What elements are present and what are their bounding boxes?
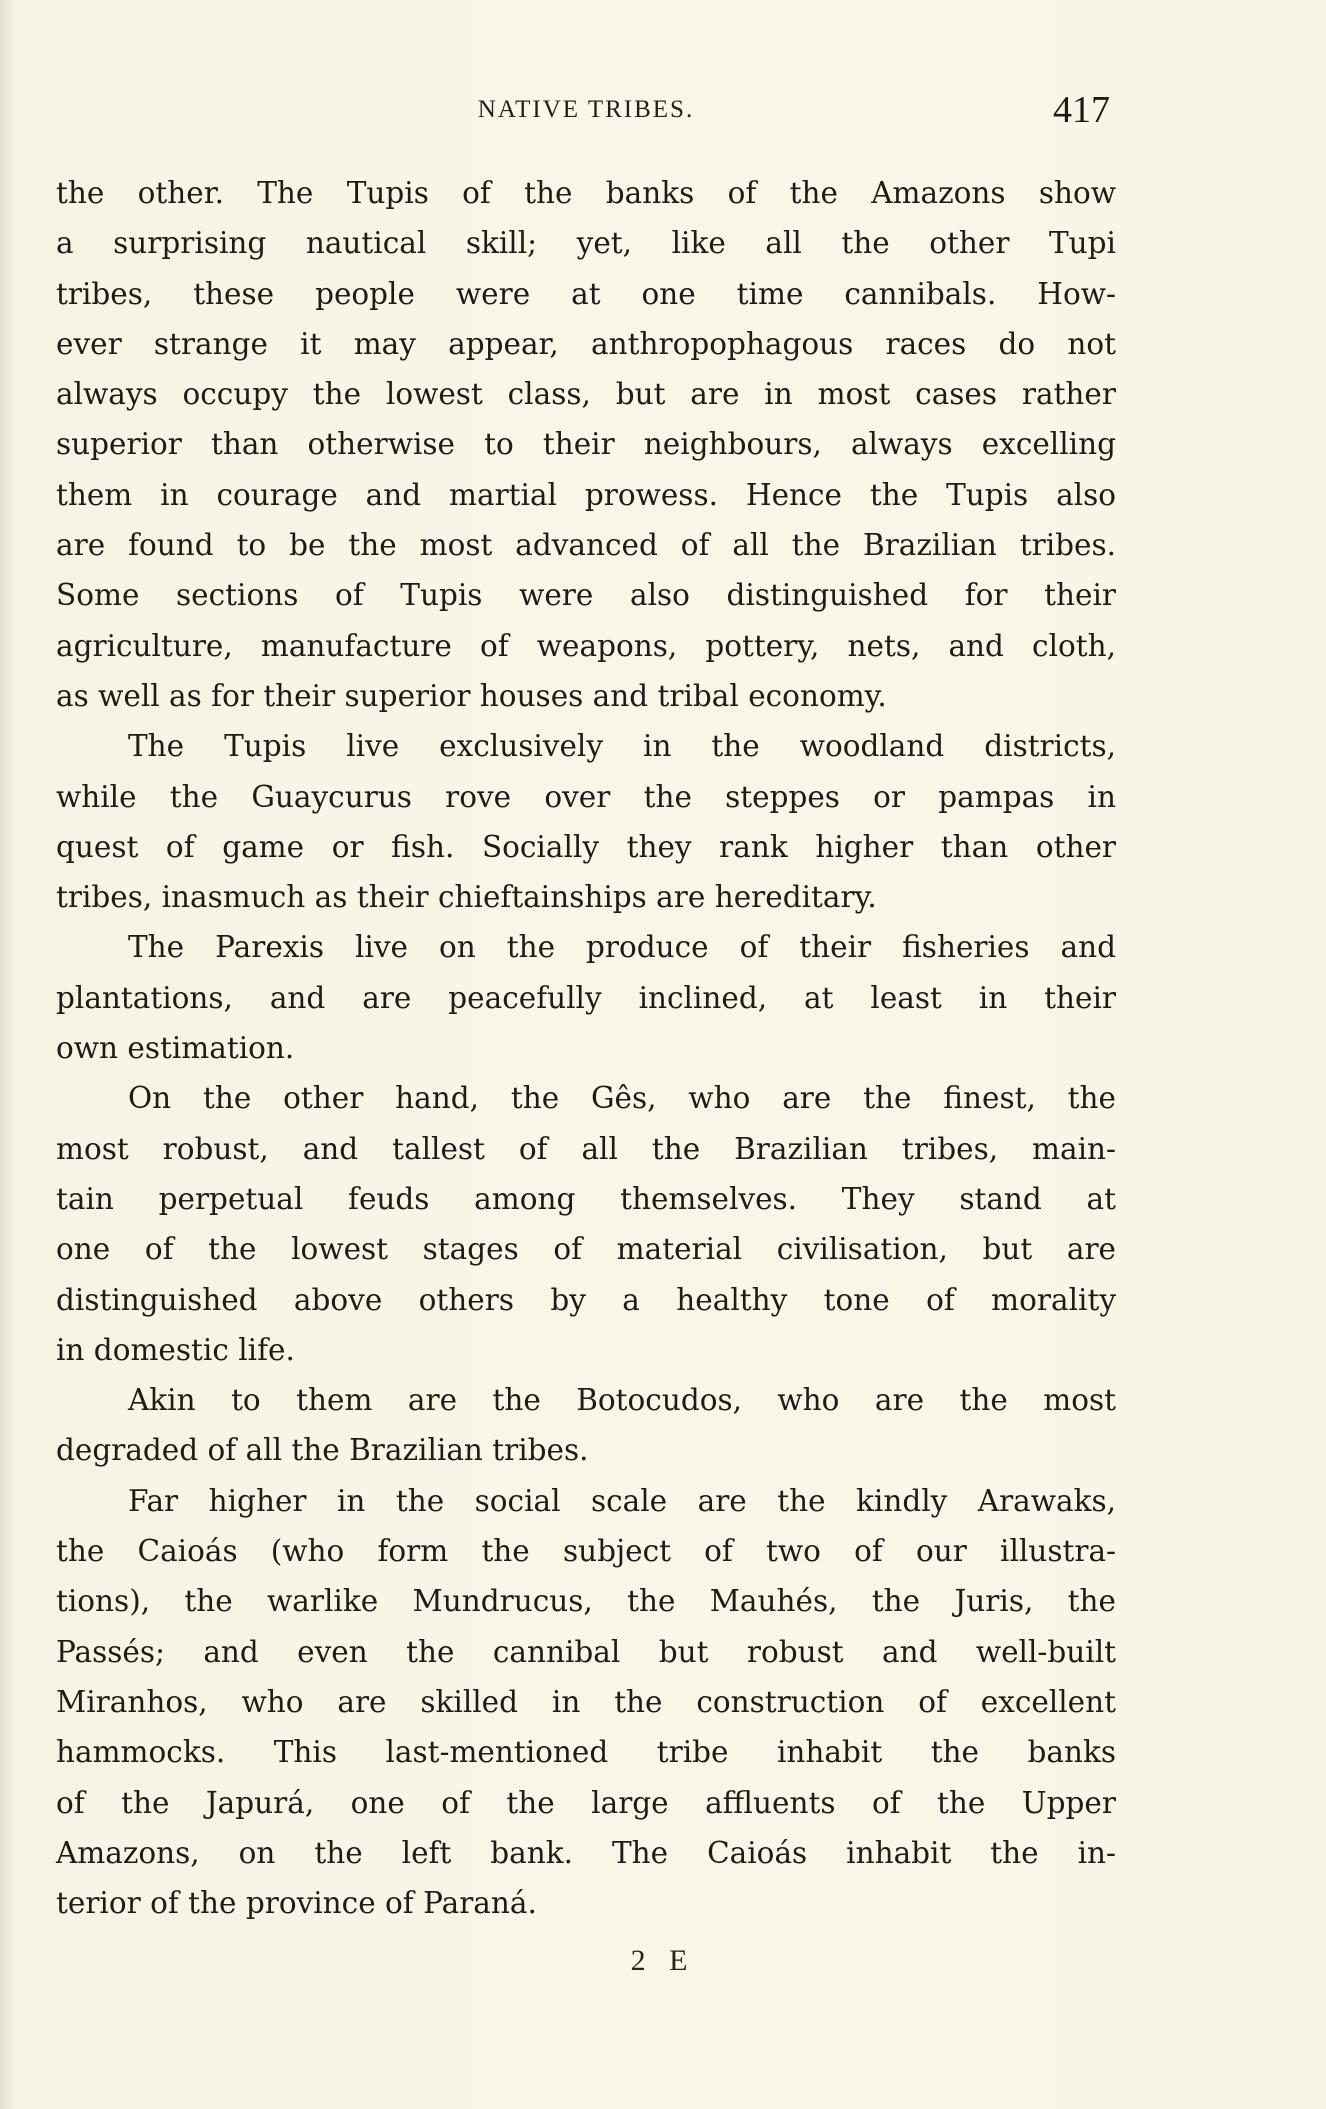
page-number: 417 bbox=[1053, 89, 1110, 131]
text-line: the Caioás (who form the subject of two of our illustra- bbox=[56, 1534, 1116, 1569]
running-head bbox=[56, 88, 1116, 138]
signature-mark: 2 E bbox=[630, 1944, 696, 1977]
text-line: tribes, inasmuch as their chieftainships are hereditary. bbox=[56, 880, 877, 915]
text-line: one of the lowest stages of material civilisation, but are bbox=[56, 1232, 1116, 1267]
paragraph-first-line: On the other hand, the Gês, who are the finest, the bbox=[128, 1081, 1116, 1116]
text-line: ever strange it may appear, anthropophagous races do not bbox=[56, 326, 1116, 361]
text-line: Miranhos, who are skilled in the construction of excellent bbox=[56, 1684, 1116, 1719]
text-line: of the Japurá, one of the large affluents of the Upper bbox=[56, 1785, 1116, 1820]
text-line: tions), the warlike Mundrucus, the Mauhés, the Juris, the bbox=[56, 1584, 1116, 1619]
text-line: always occupy the lowest class, but are in most cases rather bbox=[56, 377, 1116, 412]
paragraph-first-line: The Tupis live exclusively in the woodland districts, bbox=[128, 729, 1116, 764]
text-line: tain perpetual feuds among themselves. They stand at bbox=[56, 1181, 1116, 1216]
text-line: superior than otherwise to their neighbours, always excelling bbox=[56, 427, 1116, 462]
text-line: in domestic life. bbox=[56, 1332, 295, 1367]
text-line: tribes, these people were at one time cannibals. How- bbox=[56, 276, 1116, 311]
text-line: them in courage and martial prowess. Hence the Tupis also bbox=[56, 477, 1116, 512]
paragraph-first-line: Akin to them are the Botocudos, who are the most bbox=[128, 1383, 1116, 1418]
text-line: Amazons, on the left bank. The Caioás inhabit the in- bbox=[56, 1835, 1116, 1870]
text-line: own estimation. bbox=[56, 1031, 295, 1066]
text-line: agriculture, manufacture of weapons, pottery, nets, and cloth, bbox=[56, 628, 1116, 663]
text-line: plantations, and are peacefully inclined, at least in their bbox=[56, 980, 1116, 1015]
text-line: are found to be the most advanced of all the Brazilian tribes. bbox=[56, 528, 1116, 563]
text-line: degraded of all the Brazilian tribes. bbox=[56, 1433, 589, 1468]
text-line: hammocks. This last-mentioned tribe inhabit the banks bbox=[56, 1735, 1116, 1770]
running-title: NATIVE TRIBES. bbox=[477, 96, 695, 123]
text-line: a surprising nautical skill; yet, like all the other Tupi bbox=[56, 226, 1116, 261]
text-line: as well as for their superior houses and tribal economy. bbox=[56, 678, 887, 713]
text-line: Passés; and even the cannibal but robust and well-built bbox=[56, 1634, 1116, 1669]
paragraph-first-line: Far higher in the social scale are the kindly Arawaks, bbox=[128, 1483, 1116, 1518]
text-line: quest of game or fish. Socially they rank higher than other bbox=[56, 829, 1116, 864]
text-line: Some sections of Tupis were also distinguished for their bbox=[56, 578, 1116, 613]
text-line: distinguished above others by a healthy tone of morality bbox=[56, 1282, 1116, 1317]
body-text bbox=[56, 168, 1116, 1928]
paragraph-first-line: The Parexis live on the produce of their fisheries and bbox=[128, 930, 1116, 965]
text-line: most robust, and tallest of all the Brazilian tribes, main- bbox=[56, 1131, 1116, 1166]
text-line: the other. The Tupis of the banks of the Amazons show bbox=[56, 176, 1116, 210]
text-line: while the Guaycurus rove over the steppes or pampas in bbox=[56, 779, 1116, 814]
text-line: terior of the province of Paraná. bbox=[56, 1886, 537, 1921]
page-gutter-shadow bbox=[0, 0, 14, 2109]
